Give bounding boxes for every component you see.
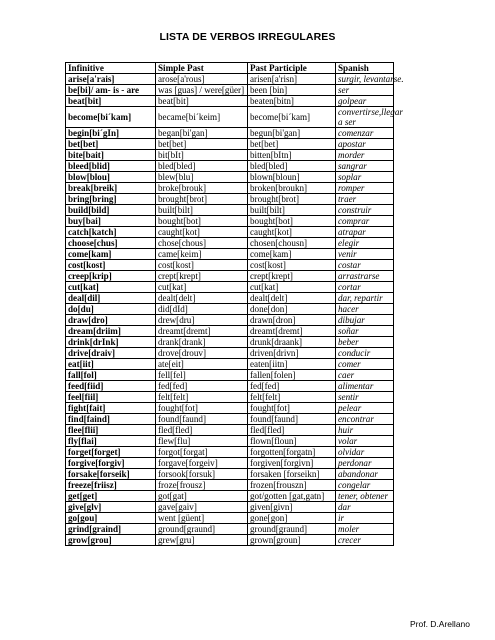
spanish-cell: encontrar <box>336 414 394 425</box>
infinitive-cell: give[glv] <box>66 502 156 513</box>
simple-past-cell: beat[bit] <box>156 96 248 107</box>
table-row <box>66 282 394 293</box>
table-row <box>66 161 394 172</box>
infinitive-cell: arise[a'rais] <box>66 74 156 85</box>
simple-past-cell: forgot[forgat] <box>156 447 248 458</box>
simple-past-cell: found[faund] <box>156 414 248 425</box>
table-row <box>66 271 394 282</box>
infinitive-cell: grind[graind] <box>66 524 156 535</box>
spanish-cell: sangrar <box>336 161 394 172</box>
spanish-cell: moler <box>336 524 394 535</box>
infinitive-cell: drive[draiv] <box>66 348 156 359</box>
simple-past-cell: came[keim] <box>156 249 248 260</box>
infinitive-cell: buy[bai] <box>66 216 156 227</box>
spanish-cell: hacer <box>336 304 394 315</box>
table-row <box>66 403 394 414</box>
past-participle-cell: chosen[chousn] <box>248 238 336 249</box>
simple-past-cell: fought[fot] <box>156 403 248 414</box>
infinitive-cell: creep[krip] <box>66 271 156 282</box>
table-row <box>66 535 394 546</box>
past-participle-cell: arisen[a'risn] <box>248 74 336 85</box>
table-row <box>66 502 394 513</box>
spanish-cell: congelar <box>336 480 394 491</box>
spanish-cell: construir <box>336 205 394 216</box>
spanish-cell: apostar <box>336 139 394 150</box>
past-participle-cell: fed[fed] <box>248 381 336 392</box>
simple-past-cell: froze[frousz] <box>156 480 248 491</box>
infinitive-cell: feel[fiil] <box>66 392 156 403</box>
infinitive-cell: do[du] <box>66 304 156 315</box>
simple-past-cell: blew[blu] <box>156 172 248 183</box>
past-participle-cell: cut[kat] <box>248 282 336 293</box>
past-participle-cell: gone[gon] <box>248 513 336 524</box>
infinitive-cell: drink[drInk] <box>66 337 156 348</box>
simple-past-cell: built[bilt] <box>156 205 248 216</box>
past-participle-cell: become[bi´kam] <box>248 107 336 128</box>
table-row <box>66 128 394 139</box>
simple-past-cell: fled[fled] <box>156 425 248 436</box>
table-row <box>66 227 394 238</box>
infinitive-cell: catch[katch] <box>66 227 156 238</box>
table-row <box>66 359 394 370</box>
spanish-cell: beber <box>336 337 394 348</box>
past-participle-cell: forgotten[forgatn] <box>248 447 336 458</box>
past-participle-cell: broken[broukn] <box>248 183 336 194</box>
simple-past-cell: drew[dru] <box>156 315 248 326</box>
spanish-cell: sentir <box>336 392 394 403</box>
infinitive-cell: bring[bring] <box>66 194 156 205</box>
table-row <box>66 183 394 194</box>
past-participle-cell: given[givn] <box>248 502 336 513</box>
spanish-cell: tener, obtener <box>336 491 394 502</box>
infinitive-cell: cut[kat] <box>66 282 156 293</box>
past-participle-cell: fled[fled] <box>248 425 336 436</box>
simple-past-cell: gave[gaiv] <box>156 502 248 513</box>
infinitive-cell: draw[dro] <box>66 315 156 326</box>
table-row <box>66 480 394 491</box>
spanish-cell: olvidar <box>336 447 394 458</box>
spanish-cell: alimentar <box>336 381 394 392</box>
spanish-cell: volar <box>336 436 394 447</box>
simple-past-cell: arose[a'rous] <box>156 74 248 85</box>
spanish-cell: ser <box>336 85 394 96</box>
past-participle-cell: done[don] <box>248 304 336 315</box>
table-row <box>66 370 394 381</box>
past-participle-cell: beaten[bitn] <box>248 96 336 107</box>
infinitive-cell: freeze[friisz] <box>66 480 156 491</box>
infinitive-cell: go[gou] <box>66 513 156 524</box>
past-participle-cell: flown[floun] <box>248 436 336 447</box>
spanish-cell: soñar <box>336 326 394 337</box>
past-participle-cell: found[faund] <box>248 414 336 425</box>
table-row <box>66 315 394 326</box>
table-row <box>66 447 394 458</box>
spanish-cell: cortar <box>336 282 394 293</box>
simple-past-cell: fell[fel] <box>156 370 248 381</box>
infinitive-cell: flee[flii] <box>66 425 156 436</box>
table-row <box>66 524 394 535</box>
past-participle-cell: forsaken [forseikn] <box>248 469 336 480</box>
header-spanish: Spanish <box>336 63 394 74</box>
table-row <box>66 172 394 183</box>
simple-past-cell: bled[bled] <box>156 161 248 172</box>
simple-past-cell: cut[kat] <box>156 282 248 293</box>
infinitive-cell: deal[dil] <box>66 293 156 304</box>
simple-past-cell: bet[bet] <box>156 139 248 150</box>
past-participle-cell: driven[drivn] <box>248 348 336 359</box>
table-row <box>66 96 394 107</box>
table-row <box>66 513 394 524</box>
past-participle-cell: eaten[iitn] <box>248 359 336 370</box>
table-row <box>66 304 394 315</box>
past-participle-cell: frozen[frouszn] <box>248 480 336 491</box>
table-row <box>66 491 394 502</box>
past-participle-cell: drunk[draank] <box>248 337 336 348</box>
simple-past-cell: chose[chous] <box>156 238 248 249</box>
simple-past-cell: became[bi´keim] <box>156 107 248 128</box>
infinitive-cell: build[bild] <box>66 205 156 216</box>
table-row <box>66 469 394 480</box>
past-participle-cell: felt[felt] <box>248 392 336 403</box>
infinitive-cell: cost[kost] <box>66 260 156 271</box>
infinitive-cell: choose[chus] <box>66 238 156 249</box>
infinitive-cell: eat[iit] <box>66 359 156 370</box>
table-row <box>66 85 394 96</box>
table-row <box>66 337 394 348</box>
table-row <box>66 194 394 205</box>
spanish-cell: elegir <box>336 238 394 249</box>
past-participle-cell: brought[brot] <box>248 194 336 205</box>
infinitive-cell: bite[bait] <box>66 150 156 161</box>
table-row <box>66 425 394 436</box>
simple-past-cell: dealt[delt] <box>156 293 248 304</box>
table-row <box>66 293 394 304</box>
past-participle-cell: blown[bloun] <box>248 172 336 183</box>
spanish-cell: soplar <box>336 172 394 183</box>
irregular-verbs-table <box>65 62 404 546</box>
spanish-cell: comenzar <box>336 128 394 139</box>
past-participle-cell: dealt[delt] <box>248 293 336 304</box>
past-participle-cell: got/gotten [gat,gatn] <box>248 491 336 502</box>
past-participle-cell: grown[groun] <box>248 535 336 546</box>
spanish-cell: venir <box>336 249 394 260</box>
spanish-cell: ir <box>336 513 394 524</box>
infinitive-cell: become[bi´kam] <box>66 107 156 128</box>
past-participle-cell: fought[fot] <box>248 403 336 414</box>
table-row <box>66 139 394 150</box>
spanish-cell: huir <box>336 425 394 436</box>
spanish-cell: comprar <box>336 216 394 227</box>
spanish-cell: abandonar <box>336 469 394 480</box>
infinitive-cell: bleed[blid] <box>66 161 156 172</box>
infinitive-cell: find[faind] <box>66 414 156 425</box>
table-row <box>66 414 394 425</box>
table-row <box>66 260 394 271</box>
past-participle-cell: been [bin] <box>248 85 336 96</box>
table-row <box>66 74 394 85</box>
spanish-cell: comer <box>336 359 394 370</box>
simple-past-cell: crept[krept] <box>156 271 248 282</box>
infinitive-cell: break[breik] <box>66 183 156 194</box>
simple-past-cell: ground[graund] <box>156 524 248 535</box>
spanish-cell: caer <box>336 370 394 381</box>
infinitive-cell: fight[fait] <box>66 403 156 414</box>
simple-past-cell: broke[brouk] <box>156 183 248 194</box>
spanish-cell: pelear <box>336 403 394 414</box>
simple-past-cell: grew[gru] <box>156 535 248 546</box>
spanish-cell: dar <box>336 502 394 513</box>
simple-past-cell: was [guas] / were[güer] <box>156 85 248 96</box>
table-row <box>66 216 394 227</box>
spanish-cell: golpear <box>336 96 394 107</box>
table-row <box>66 205 394 216</box>
spanish-cell: dibujar <box>336 315 394 326</box>
spanish-cell: surgir, levantarse. <box>336 74 394 85</box>
simple-past-cell: drove[drouv] <box>156 348 248 359</box>
simple-past-cell: cost[kost] <box>156 260 248 271</box>
spanish-cell: romper <box>336 183 394 194</box>
simple-past-cell: forgave[forgeiv] <box>156 458 248 469</box>
spanish-cell: conducir <box>336 348 394 359</box>
infinitive-cell: forsake[forseik] <box>66 469 156 480</box>
table-row <box>66 107 394 128</box>
table-row <box>66 150 394 161</box>
past-participle-cell: begun[bi'gan] <box>248 128 336 139</box>
spanish-cell: costar <box>336 260 394 271</box>
simple-past-cell: forsook[forsuk] <box>156 469 248 480</box>
simple-past-cell: ate[eit] <box>156 359 248 370</box>
table-row <box>66 249 394 260</box>
past-participle-cell: come[kam] <box>248 249 336 260</box>
simple-past-cell: began[bi'gan] <box>156 128 248 139</box>
infinitive-cell: begin[bi´gIn] <box>66 128 156 139</box>
simple-past-cell: fed[fed] <box>156 381 248 392</box>
spanish-cell: perdonar <box>336 458 394 469</box>
spanish-cell: arrastrarse <box>336 271 394 282</box>
simple-past-cell: brought[brot] <box>156 194 248 205</box>
past-participle-cell: bought[bot] <box>248 216 336 227</box>
simple-past-cell: caught[kot] <box>156 227 248 238</box>
simple-past-cell: went [güent] <box>156 513 248 524</box>
past-participle-cell: caught[kot] <box>248 227 336 238</box>
infinitive-cell: grow[grou] <box>66 535 156 546</box>
past-participle-cell: crept[krept] <box>248 271 336 282</box>
past-participle-cell: cost[kost] <box>248 260 336 271</box>
infinitive-cell: blow[blou] <box>66 172 156 183</box>
past-participle-cell: forgiven[forgivn] <box>248 458 336 469</box>
spanish-cell: dar, repartir <box>336 293 394 304</box>
infinitive-cell: fall[fol] <box>66 370 156 381</box>
table-row <box>66 348 394 359</box>
table-row <box>66 392 394 403</box>
infinitive-cell: forgive[forgiv] <box>66 458 156 469</box>
table-row <box>66 326 394 337</box>
infinitive-cell: fly[flai] <box>66 436 156 447</box>
spanish-cell: crecer <box>336 535 394 546</box>
past-participle-cell: fallen[folen] <box>248 370 336 381</box>
infinitive-cell: forget[forget] <box>66 447 156 458</box>
infinitive-cell: be[bi]/ am- is - are <box>66 85 156 96</box>
simple-past-cell: did[dId] <box>156 304 248 315</box>
simple-past-cell: got[gat] <box>156 491 248 502</box>
header-past-participle: Past Participle <box>248 63 336 74</box>
past-participle-cell: bled[bled] <box>248 161 336 172</box>
infinitive-cell: get[get] <box>66 491 156 502</box>
past-participle-cell: built[bilt] <box>248 205 336 216</box>
spanish-cell: traer <box>336 194 394 205</box>
table-row <box>66 436 394 447</box>
header-infinitive: Infinitive <box>66 63 156 74</box>
table-row <box>66 238 394 249</box>
spanish-cell: convertirse,llegar a ser <box>336 107 394 128</box>
simple-past-cell: dreamt[dremt] <box>156 326 248 337</box>
spanish-cell: morder <box>336 150 394 161</box>
past-participle-cell: drawn[dron] <box>248 315 336 326</box>
infinitive-cell: feed[fiid] <box>66 381 156 392</box>
infinitive-cell: dream[driim] <box>66 326 156 337</box>
header-simple-past: Simple Past <box>156 63 248 74</box>
table-body <box>66 74 404 546</box>
table-row <box>66 381 394 392</box>
infinitive-cell: come[kam] <box>66 249 156 260</box>
infinitive-cell: beat[bit] <box>66 96 156 107</box>
simple-past-cell: flew[flu] <box>156 436 248 447</box>
simple-past-cell: felt[felt] <box>156 392 248 403</box>
simple-past-cell: bought[bot] <box>156 216 248 227</box>
simple-past-cell: drank[drank] <box>156 337 248 348</box>
simple-past-cell: bit[bIt] <box>156 150 248 161</box>
past-participle-cell: bet[bet] <box>248 139 336 150</box>
table-row <box>66 458 394 469</box>
past-participle-cell: ground[graund] <box>248 524 336 535</box>
spanish-cell: atrapar <box>336 227 394 238</box>
footer-author: Prof. D.Arellano <box>410 619 470 629</box>
past-participle-cell: dreamt[dremt] <box>248 326 336 337</box>
table-header-row <box>66 63 394 74</box>
past-participle-cell: bitten[bItn] <box>248 150 336 161</box>
infinitive-cell: bet[bet] <box>66 139 156 150</box>
page-title: LISTA DE VERBOS IRREGULARES <box>159 31 336 43</box>
